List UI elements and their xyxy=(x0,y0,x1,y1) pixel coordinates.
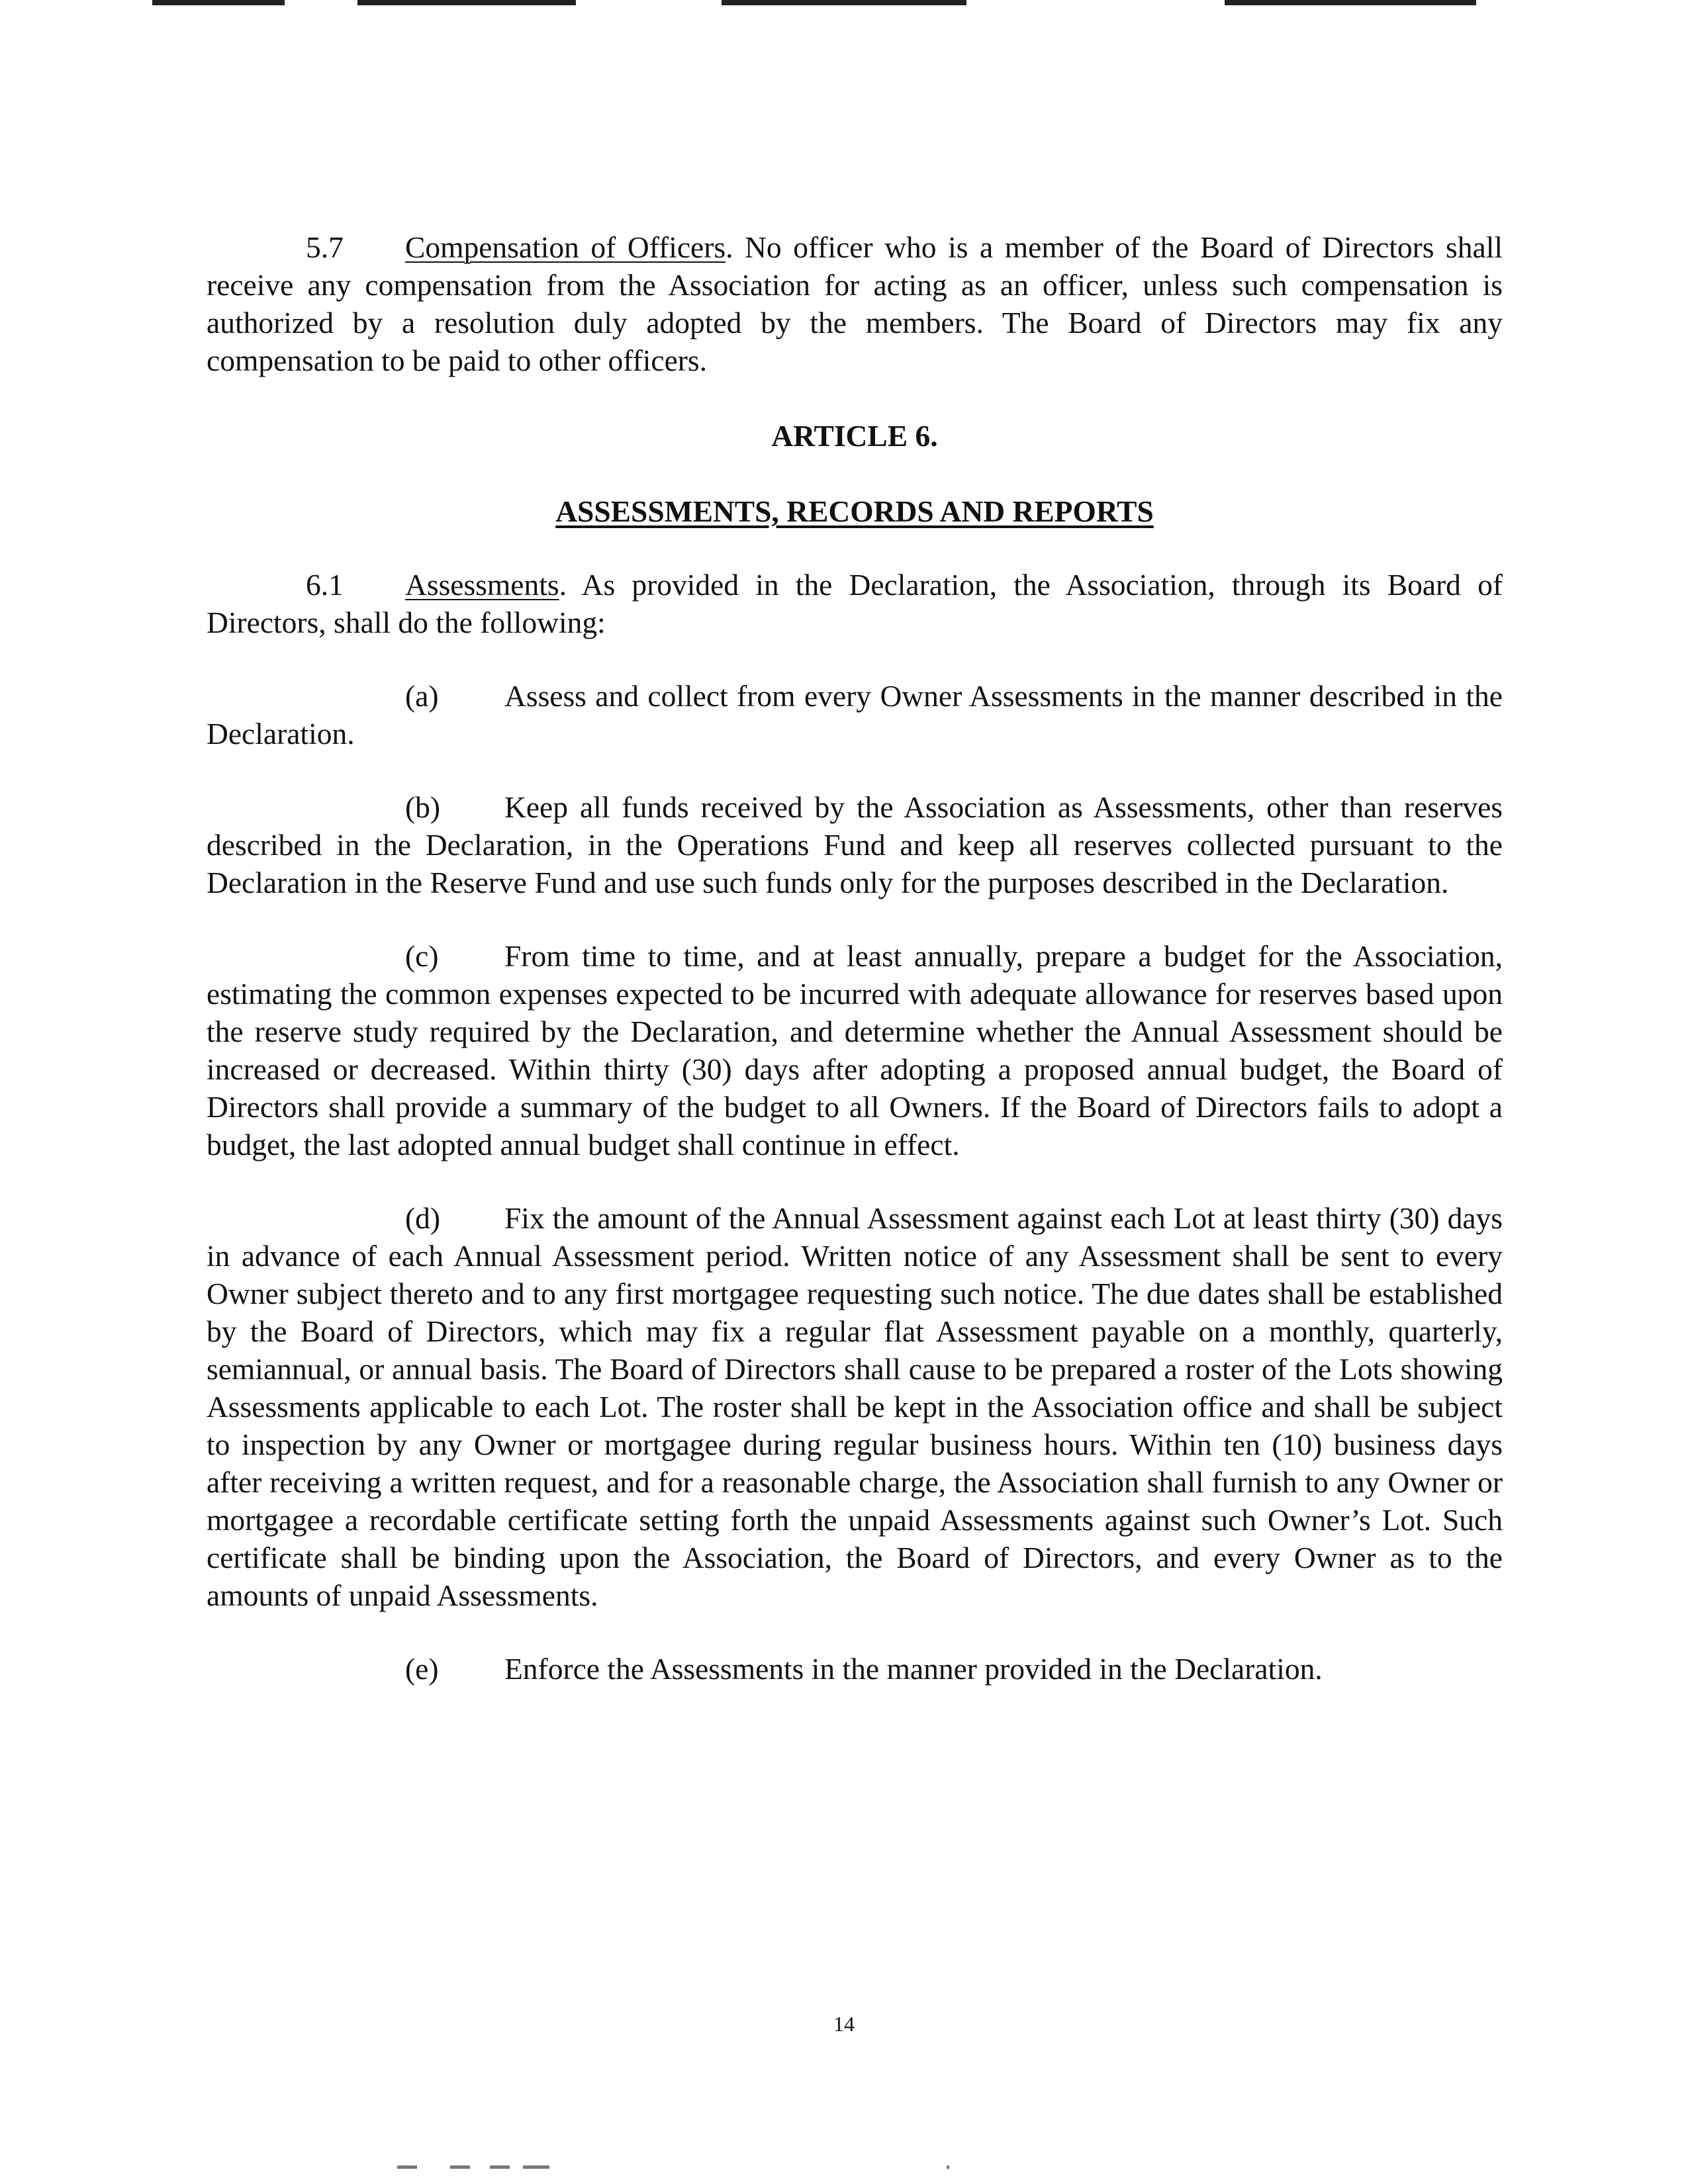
list-item-text: Assess and collect from every Owner Assessments in the manner described in the Declaration. xyxy=(207,679,1503,751)
list-item-label: (e) xyxy=(405,1652,439,1686)
list-item-a xyxy=(207,677,1503,752)
list-item-e xyxy=(207,1650,1503,1688)
list-item-label: (c) xyxy=(405,939,439,973)
section-title-end: . xyxy=(726,230,733,264)
list-item-label: (a) xyxy=(405,679,439,713)
scan-artifact-bottom xyxy=(0,2164,1688,2172)
section-body: No officer who is a member of the Board of Directors shall receive any compensation from the Association for acting as an officer, unless such compensation is authorized by a resolution duly adopted by the members. The Board of Directors may fix any compensation to be paid to other officers. xyxy=(207,230,1503,377)
list-item-text: Fix the amount of the Annual Assessment against each Lot at least thirty (30) days in advance of each Annual Assessment period. Written notice of any Assessment shall be sent to every Owner subject thereto and to any first mortgagee requesting such notice. The due dates shall be established by the Board of Directors, which may fix a regular flat Assessment payable on a monthly, quarterly, semiannual, or annual basis. The Board of Directors shall cause to be prepared a roster of the Lots showing Assessments applicable to each Lot. The roster shall be kept in the Association office and shall be subject to inspection by any Owner or mortgagee during regular business hours. Within ten (10) business days after receiving a written request, and for a reasonable charge, the Association shall furnish to any Owner or mortgagee a recordable certificate setting forth the unpaid Assessments against such Owner’s Lot. Such certificate shall be binding upon the Association, the Board of Directors, and every Owner as to the amounts of unpaid Assessments. xyxy=(207,1201,1503,1612)
page-number: 14 xyxy=(833,2012,855,2036)
section-title: Compensation of Officers xyxy=(405,230,726,264)
section-6-1 xyxy=(207,566,1503,641)
section-title-end: . xyxy=(559,568,567,602)
list-item-text: Enforce the Assessments in the manner provided in the Declaration. xyxy=(504,1652,1323,1686)
section-number: 5.7 xyxy=(306,230,344,264)
list-item-label: (d) xyxy=(405,1201,441,1235)
article-label: ARTICLE 6. xyxy=(771,419,938,453)
list-item-text: Keep all funds received by the Association as Assessments, other than reserves described in the Declaration, in the Operations Fund and keep all reserves collected pursuant to the Declaration in the Reserve Fund and use such funds only for the purposes described in the Declaration. xyxy=(207,790,1503,899)
article-title: ASSESSMENTS, RECORDS AND REPORTS xyxy=(555,494,1154,528)
document-page xyxy=(207,228,1503,1688)
list-item-b xyxy=(207,788,1503,901)
list-item-c xyxy=(207,937,1503,1163)
list-item-label: (b) xyxy=(405,790,441,824)
list-item-d xyxy=(207,1199,1503,1614)
scan-artifact-top xyxy=(0,0,1688,8)
section-body: As provided in the Declaration, the Association, through its Board of Directors, shall do the following: xyxy=(207,568,1503,639)
section-number: 6.1 xyxy=(306,568,344,602)
section-5-7 xyxy=(207,228,1503,379)
list-item-text: From time to time, and at least annually, prepare a budget for the Association, estimating the common expenses expected to be incurred with adequate allowance for reserves based upon the reserve study required by the Declaration, and determine whether the Annual Assessment should be increased or decreased. Within thirty (30) days after adopting a proposed annual budget, the Board of Directors shall provide a summary of the budget to all Owners. If the Board of Directors fails to adopt a budget, the last adopted annual budget shall continue in effect. xyxy=(207,939,1503,1161)
section-title: Assessments xyxy=(405,568,559,602)
